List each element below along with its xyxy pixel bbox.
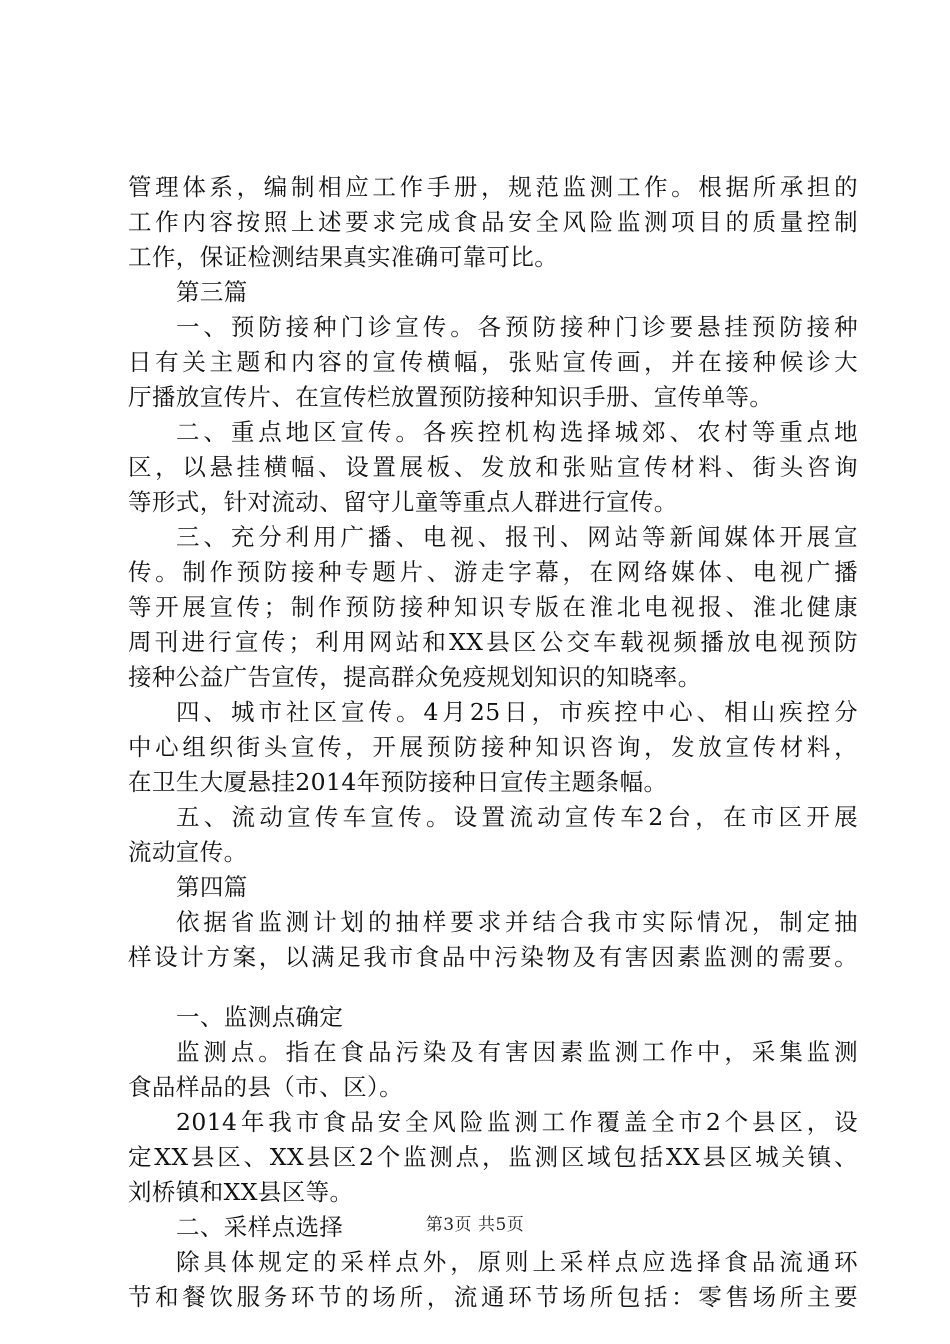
body-line: 依据省监测计划的抽样要求并结合我市实际情况，制定抽 (176, 908, 858, 936)
body-line: 除具体规定的采样点外，原则上采样点应选择食品流通环 (176, 1248, 858, 1276)
body-line: 工作内容按照上述要求完成食品安全风险监测项目的质量控制 (128, 208, 858, 236)
body-line: 监测点。指在食品污染及有害因素监测工作中，采集监测 (176, 1038, 858, 1066)
page-number: 第3页 共5页 (425, 1215, 525, 1235)
body-line: 节和餐饮服务环节的场所，流通环节场所包括：零售场所主要 (128, 1283, 858, 1311)
document-body (128, 170, 858, 1315)
body-line: 五、流动宣传车宣传。设置流动宣传车2台，在市区开展 (176, 803, 858, 831)
subsection-heading: 一、监测点确定 (176, 1003, 344, 1031)
body-line: 工作，保证检测结果真实准确可靠可比。 (128, 243, 559, 271)
body-line: 等开展宣传；制作预防接种知识专版在淮北电视报、淮北健康 (128, 593, 858, 621)
body-line: 四、城市社区宣传。4月25日，市疾控中心、相山疾控分 (176, 698, 858, 726)
body-line: 2014年我市食品安全风险监测工作覆盖全市2个县区，设 (176, 1108, 858, 1136)
body-line: 样设计方案，以满足我市食品中污染物及有害因素监测的需要。 (128, 943, 858, 971)
body-line: 中心组织街头宣传，开展预防接种知识咨询，发放宣传材料， (128, 733, 858, 761)
body-line: 厅播放宣传片、在宣传栏放置预防接种知识手册、宣传单等。 (128, 383, 774, 411)
section-heading: 第三篇 (176, 278, 248, 306)
body-line: 传。制作预防接种专题片、游走字幕，在网络媒体、电视广播 (128, 558, 858, 586)
body-line: 接种公益广告宣传，提高群众免疫规划知识的知晓率。 (128, 663, 702, 691)
body-line: 刘桥镇和XX县区等。 (128, 1178, 354, 1206)
body-line: 周刊进行宣传；利用网站和XX县区公交车载视频播放电视预防 (128, 628, 858, 656)
body-line: 食品样品的县（市、区）。 (128, 1073, 404, 1101)
body-line: 日有关主题和内容的宣传横幅，张贴宣传画，并在接种候诊大 (128, 348, 858, 376)
body-line: 流动宣传。 (128, 838, 248, 866)
body-line: 定XX县区、XX县区2个监测点，监测区域包括XX县区城关镇、 (128, 1143, 858, 1171)
body-line: 在卫生大厦悬挂2014年预防接种日宣传主题条幅。 (128, 768, 668, 796)
body-line: 管理体系，编制相应工作手册，规范监测工作。根据所承担的 (128, 173, 858, 201)
section-heading: 第四篇 (176, 873, 248, 901)
body-line: 区，以悬挂横幅、设置展板、发放和张贴宣传材料、街头咨询 (128, 453, 858, 481)
subsection-heading: 二、采样点选择 (176, 1213, 344, 1241)
body-line: 二、重点地区宣传。各疾控机构选择城郊、农村等重点地 (176, 418, 858, 446)
body-line: 等形式，针对流动、留守儿童等重点人群进行宣传。 (128, 488, 678, 516)
body-line: 一、预防接种门诊宣传。各预防接种门诊要悬挂预防接种 (176, 313, 858, 341)
body-line: 三、充分利用广播、电视、报刊、网站等新闻媒体开展宣 (176, 523, 858, 551)
